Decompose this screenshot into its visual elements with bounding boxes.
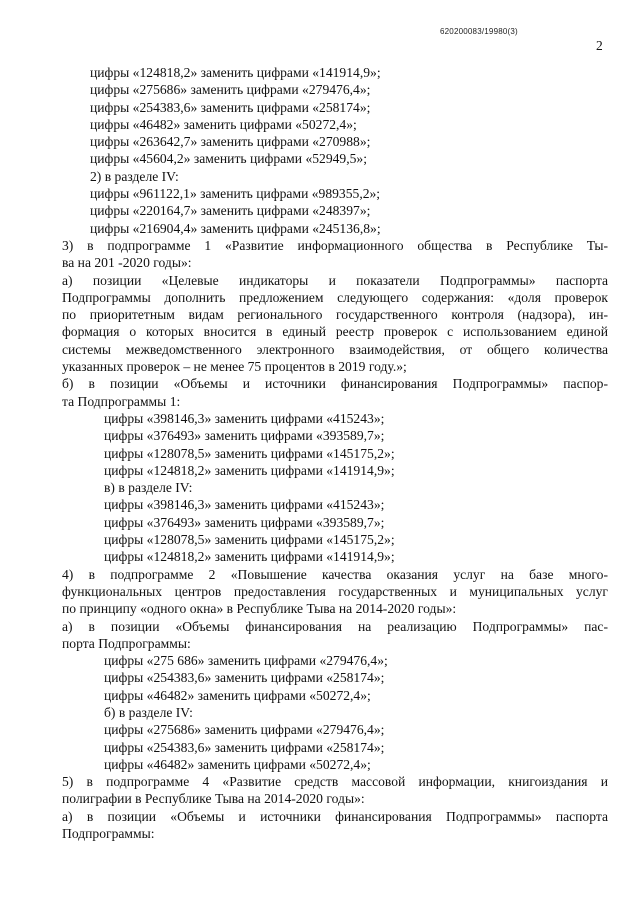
text-line: б) в позиции «Объемы и источники финансирования Подпрограммы» паспор- [62, 376, 608, 392]
text-line: цифры «128078,5» заменить цифрами «145175,2»; [104, 445, 395, 461]
text-line: цифры «376493» заменить цифрами «393589,7»; [104, 514, 385, 530]
text-line: ва на 201 -2020 годы»: [62, 255, 192, 271]
text-line: полиграфии в Республике Тыва на 2014-2020 годы»: [62, 791, 365, 807]
text-line: а) в позиции «Объемы финансирования на реализацию Подпрограммы» пас- [62, 618, 608, 634]
text-line: цифры «124818,2» заменить цифрами «141914,9»; [104, 549, 395, 565]
text-line: б) в разделе IV: [104, 704, 193, 720]
text-line: цифры «128078,5» заменить цифрами «145175,2»; [104, 532, 395, 548]
text-line: а) в позиции «Объемы и источники финансирования Подпрограммы» паспорта [62, 808, 608, 824]
text-line: функциональных центров предоставления государственных и муниципальных услуг [62, 583, 608, 599]
text-line: цифры «275686» заменить цифрами «279476,4»; [104, 722, 385, 738]
document-body [0, 64, 640, 842]
text-line: цифры «220164,7» заменить цифрами «248397»; [90, 203, 371, 219]
text-line: цифры «398146,3» заменить цифрами «415243»; [104, 410, 385, 426]
text-line: цифры «124818,2» заменить цифрами «141914,9»; [90, 65, 381, 80]
text-line: цифры «124818,2» заменить цифрами «141914,9»; [104, 462, 395, 478]
text-line: а) позиции «Целевые индикаторы и показатели Подпрограммы» паспорта [62, 272, 608, 288]
document-number: 620200083/19980(3) [440, 27, 518, 36]
text-line: цифры «263642,7» заменить цифрами «270988»; [90, 134, 371, 150]
text-line: указанных проверок – не менее 75 процентов в 2019 году.»; [62, 359, 407, 375]
text-line: цифры «216904,4» заменить цифрами «245136,8»; [90, 220, 381, 236]
text-line: цифры «46482» заменить цифрами «50272,4»; [104, 687, 371, 703]
text-line: цифры «45604,2» заменить цифрами «52949,5»; [90, 151, 367, 167]
text-line: цифры «275 686» заменить цифрами «279476,4»; [104, 653, 388, 669]
text-line: порта Подпрограммы: [62, 635, 191, 651]
text-line: формация о которых вносится в единый реестр проверок с использованием единой [62, 324, 608, 340]
text-line: Подпрограммы: [62, 826, 155, 842]
text-line: 4) в подпрограмме 2 «Повышение качества оказания услуг на базе много- [62, 566, 608, 582]
text-line: цифры «398146,3» заменить цифрами «415243»; [104, 497, 385, 513]
text-line: цифры «46482» заменить цифрами «50272,4»; [90, 116, 357, 132]
text-line: та Подпрограммы 1: [62, 393, 181, 409]
text-line: цифры «961122,1» заменить цифрами «989355,2»; [90, 186, 381, 202]
text-line: 2) в разделе IV: [90, 168, 179, 184]
text-line: 3) в подпрограмме 1 «Развитие информационного общества в Республике Ты- [62, 237, 608, 253]
text-line: в) в разделе IV: [104, 480, 193, 496]
text-line: цифры «376493» заменить цифрами «393589,7»; [104, 428, 385, 444]
text-line: 5) в подпрограмме 4 «Развитие средств массовой информации, книгоиздания и [62, 774, 608, 790]
text-line: цифры «254383,6» заменить цифрами «258174»; [90, 99, 371, 115]
text-line: цифры «46482» заменить цифрами «50272,4»; [104, 756, 371, 772]
page-number: 2 [596, 38, 603, 53]
text-line: цифры «254383,6» заменить цифрами «258174»; [104, 739, 385, 755]
text-line: по приоритетным видам регионального государственного контроля (надзора), ин- [62, 307, 608, 323]
text-line: по принципу «одного окна» в Республике Тыва на 2014-2020 годы»: [62, 601, 457, 617]
text-line: Подпрограммы дополнить предложением следующего содержания: «доля проверок [62, 289, 608, 305]
text-line: системы межведомственного электронного взаимодействия, от общего количества [62, 341, 608, 357]
text-line: цифры «275686» заменить цифрами «279476,4»; [90, 82, 371, 98]
text-line: цифры «254383,6» заменить цифрами «258174»; [104, 670, 385, 686]
